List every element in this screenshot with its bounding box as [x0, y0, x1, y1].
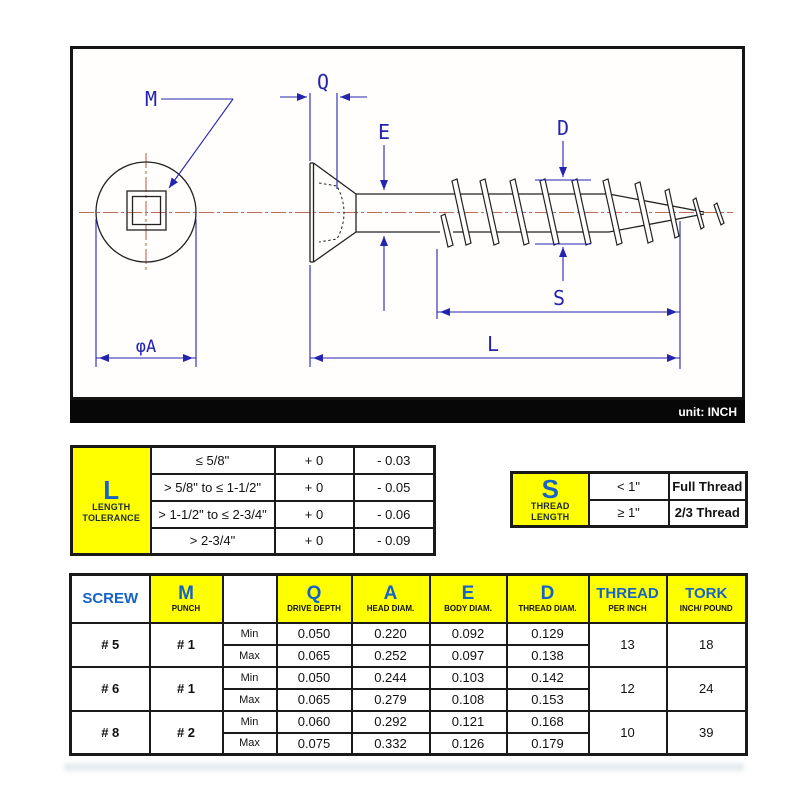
- length-tolerance-symbol: L: [103, 474, 120, 505]
- tork-symbol: TORK: [685, 584, 728, 602]
- spec-row-5-min: [71, 623, 747, 645]
- e-max: 0.108: [430, 689, 507, 711]
- tolerance-range: > 2-3/4": [151, 528, 275, 555]
- screw-size: # 6: [71, 667, 150, 711]
- thread-length-header-cell: [512, 473, 589, 527]
- max-label: Max: [223, 733, 277, 755]
- tolerance-plus: + 0: [275, 447, 354, 474]
- q-sub: DRIVE DEPTH: [287, 603, 341, 613]
- q-symbol: Q: [306, 582, 322, 604]
- a-min: 0.244: [352, 667, 430, 689]
- screw-size: # 8: [71, 711, 150, 755]
- tolerance-plus: + 0: [275, 501, 354, 528]
- dim-label-e: E: [377, 120, 391, 144]
- tolerance-minus: - 0.05: [354, 474, 435, 501]
- col-header-m: [150, 575, 223, 623]
- d-sub: THREAD DIAM.: [518, 603, 577, 613]
- d-max: 0.153: [507, 689, 589, 711]
- dim-label-s: S: [552, 286, 566, 310]
- screw-spec-table: [69, 573, 748, 756]
- d-min: 0.129: [507, 623, 589, 645]
- spec-header-row: [71, 575, 747, 623]
- punch-size: # 2: [150, 711, 223, 755]
- a-max: 0.252: [352, 645, 430, 667]
- thread-symbol: THREAD: [596, 584, 659, 602]
- tolerance-range: > 5/8" to ≤ 1-1/2": [151, 474, 275, 501]
- e-max: 0.097: [430, 645, 507, 667]
- a-max: 0.332: [352, 733, 430, 755]
- unit-label: unit: INCH: [678, 404, 737, 419]
- thread-range: ≥ 1": [589, 500, 669, 527]
- col-header-thread: [589, 575, 667, 623]
- min-label: Min: [223, 623, 277, 645]
- tork-value: 39: [667, 711, 747, 755]
- tork-value: 24: [667, 667, 747, 711]
- a-symbol: A: [383, 582, 398, 604]
- e-min: 0.103: [430, 667, 507, 689]
- e-min: 0.092: [430, 623, 507, 645]
- spec-row-6-min: [71, 667, 747, 689]
- tolerance-minus: - 0.03: [354, 447, 435, 474]
- thread-per-inch: 12: [589, 667, 667, 711]
- a-max: 0.279: [352, 689, 430, 711]
- m-leader-arrow: [169, 99, 233, 188]
- length-tolerance-subtitle: TOLERANCE: [82, 512, 141, 523]
- m-symbol: M: [178, 582, 194, 604]
- thread-sub: PER INCH: [608, 603, 647, 613]
- e-sub: BODY DIAM.: [444, 603, 492, 613]
- min-label: Min: [223, 667, 277, 689]
- q-min: 0.050: [277, 623, 352, 645]
- col-header-d: [507, 575, 589, 623]
- q-min: 0.050: [277, 667, 352, 689]
- d-min: 0.168: [507, 711, 589, 733]
- col-header-q: [277, 575, 352, 623]
- thread-length-table: [510, 471, 748, 528]
- tolerance-minus: - 0.09: [354, 528, 435, 555]
- q-min: 0.060: [277, 711, 352, 733]
- length-tolerance-title: LENGTH: [92, 501, 131, 512]
- e-max: 0.126: [430, 733, 507, 755]
- tork-value: 18: [667, 623, 747, 667]
- q-max: 0.075: [277, 733, 352, 755]
- thread-range: < 1": [589, 473, 669, 500]
- a-min: 0.292: [352, 711, 430, 733]
- screw-size: # 5: [71, 623, 150, 667]
- max-label: Max: [223, 645, 277, 667]
- centerlines: [79, 153, 733, 273]
- max-label: Max: [223, 689, 277, 711]
- punch-size: # 1: [150, 667, 223, 711]
- col-header-screw: SCREW: [71, 575, 150, 623]
- thread-per-inch: 13: [589, 623, 667, 667]
- min-label: Min: [223, 711, 277, 733]
- length-tolerance-table: [70, 445, 436, 556]
- dim-label-d: D: [556, 116, 570, 140]
- q-max: 0.065: [277, 645, 352, 667]
- thread-result: Full Thread: [669, 473, 747, 500]
- tolerance-minus: - 0.06: [354, 501, 435, 528]
- dim-label-l: L: [486, 332, 500, 356]
- screw-technical-drawing-panel: [70, 46, 745, 400]
- d-symbol: D: [540, 582, 555, 604]
- tolerance-range: ≤ 5/8": [151, 447, 275, 474]
- unit-bar: [70, 400, 745, 423]
- d-min: 0.142: [507, 667, 589, 689]
- q-max: 0.065: [277, 689, 352, 711]
- thread-length-subtitle: LENGTH: [531, 511, 570, 522]
- e-symbol: E: [461, 582, 475, 604]
- screw-drawing-svg: [73, 49, 742, 397]
- dim-label-q: Q: [316, 70, 330, 94]
- thread-length-symbol: S: [541, 473, 559, 504]
- length-tolerance-header-cell: [72, 447, 151, 555]
- d-max: 0.179: [507, 733, 589, 755]
- blurred-watermark-strip: [64, 763, 744, 771]
- punch-size: # 1: [150, 623, 223, 667]
- tolerance-range: > 1-1/2" to ≤ 2-3/4": [151, 501, 275, 528]
- e-min: 0.121: [430, 711, 507, 733]
- col-header-minmax: [223, 575, 277, 623]
- thread-result: 2/3 Thread: [669, 500, 747, 527]
- col-header-e: [430, 575, 507, 623]
- a-min: 0.220: [352, 623, 430, 645]
- a-sub: HEAD DIAM.: [366, 603, 415, 613]
- tork-sub: INCH/ POUND: [679, 603, 733, 613]
- col-header-tork: [667, 575, 747, 623]
- m-sub: PUNCH: [171, 603, 201, 613]
- dim-label-phi-a: φA: [135, 337, 157, 357]
- spec-row-8-min: [71, 711, 747, 733]
- thread-length-title: THREAD: [530, 500, 570, 511]
- tolerance-plus: + 0: [275, 528, 354, 555]
- dim-label-m: M: [144, 87, 157, 111]
- col-header-a: [352, 575, 430, 623]
- tolerance-plus: + 0: [275, 474, 354, 501]
- thread-per-inch: 10: [589, 711, 667, 755]
- d-max: 0.138: [507, 645, 589, 667]
